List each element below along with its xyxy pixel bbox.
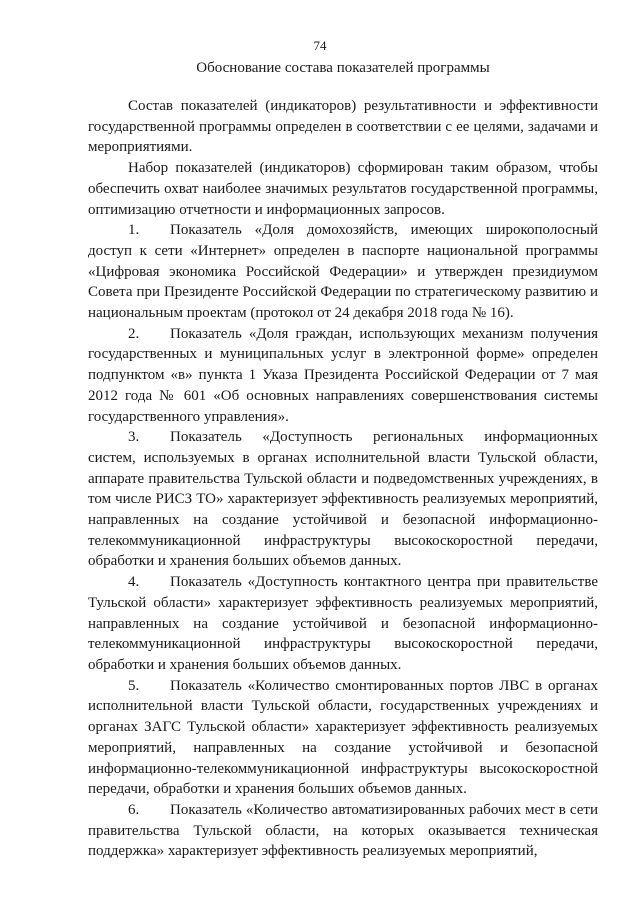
numbered-paragraph — [88, 800, 598, 862]
numbered-paragraph — [88, 324, 598, 428]
paragraph-number: 6. — [128, 801, 140, 818]
paragraph-text: Показатель «Доля граждан, использующих механизм получения государственных и муниципальных услуг в электронной форме» определен подпунктом «в» пункта 1 Указа Президента Российской Федерации от 7 мая 2012 года № 601 «Об основных направлениях совершенствования системы государственного управления». — [88, 325, 598, 425]
numbered-paragraph — [88, 220, 598, 324]
paragraph-number: 5. — [128, 677, 140, 694]
paragraph-number: 3. — [128, 429, 140, 446]
paragraph-number: 4. — [128, 574, 140, 591]
paragraph-text: Состав показателей (индикаторов) результативности и эффективности государственной программы определен в соответствии с ее целями, задачами и мероприятиями. — [88, 98, 598, 156]
section-title: Обоснование состава показателей программы — [196, 60, 490, 76]
numbered-paragraph — [88, 427, 598, 572]
paragraph-text: Показатель «Количество автоматизированных рабочих мест в сети правительства Тульской области, на которых оказывается техническая поддержка» характеризует эффективность реализуемых мероприятий, — [88, 801, 598, 860]
paragraph-text: Показатель «Доступность контактного центра при правительстве Тульской области» характеризует эффективность реализуемых мероприятий, направленных на создание устойчивой и безопасной информационно-телекоммуникационной инфраструктуры высокоскоростной передачи, обработки и хранения больших объемов данных. — [88, 574, 598, 673]
body-text — [88, 96, 598, 862]
page-number: 74 — [313, 38, 327, 53]
numbered-paragraph — [88, 676, 598, 800]
paragraph-text: Показатель «Количество смонтированных портов ЛВС в органах исполнительной власти Тульской области, государственных учреждениях и органах ЗАГС Тульской области» характеризует эффективность реализуемых мероприятий, направленных на создание устойчивой и безопасной информационно-телекоммуникационной инфраструктуры высокоскоростной передачи, обработки и хранения больших объемов данных. — [88, 677, 598, 798]
paragraph-text: Показатель «Доступность региональных информационных систем, используемых в органах исполнительной власти Тульской области, аппарате правительства Тульской области и подведомственных учреждениях, в том числе РИСЗ ТО» характеризует эффективность реализуемых мероприятий, направленных на создание устойчивой и безопасной информационно-телекоммуникационной инфраструктуры высокоскоростной передачи, обработки и хранения больших объемов данных. — [88, 429, 598, 570]
paragraph — [88, 158, 598, 220]
paragraph-number: 1. — [128, 222, 140, 239]
paragraph-number: 2. — [128, 325, 140, 342]
paragraph — [88, 96, 598, 158]
numbered-paragraph — [88, 572, 598, 676]
paragraph-text: Показатель «Доля домохозяйств, имеющих широкополосный доступ к сети «Интернет» определен в паспорте национальной программы «Цифровая экономика Российской Федерации» и утвержден президиумом Совета при Президенте Российской Федерации по стратегическому развитию и национальным проектам (протокол от 24 декабря 2018 года № 16). — [88, 222, 598, 322]
paragraph-text: Набор показателей (индикаторов) сформирован таким образом, чтобы обеспечить охват наиболее значимых результатов государственной программы, оптимизацию отчетности и информационных запросов. — [88, 160, 598, 218]
